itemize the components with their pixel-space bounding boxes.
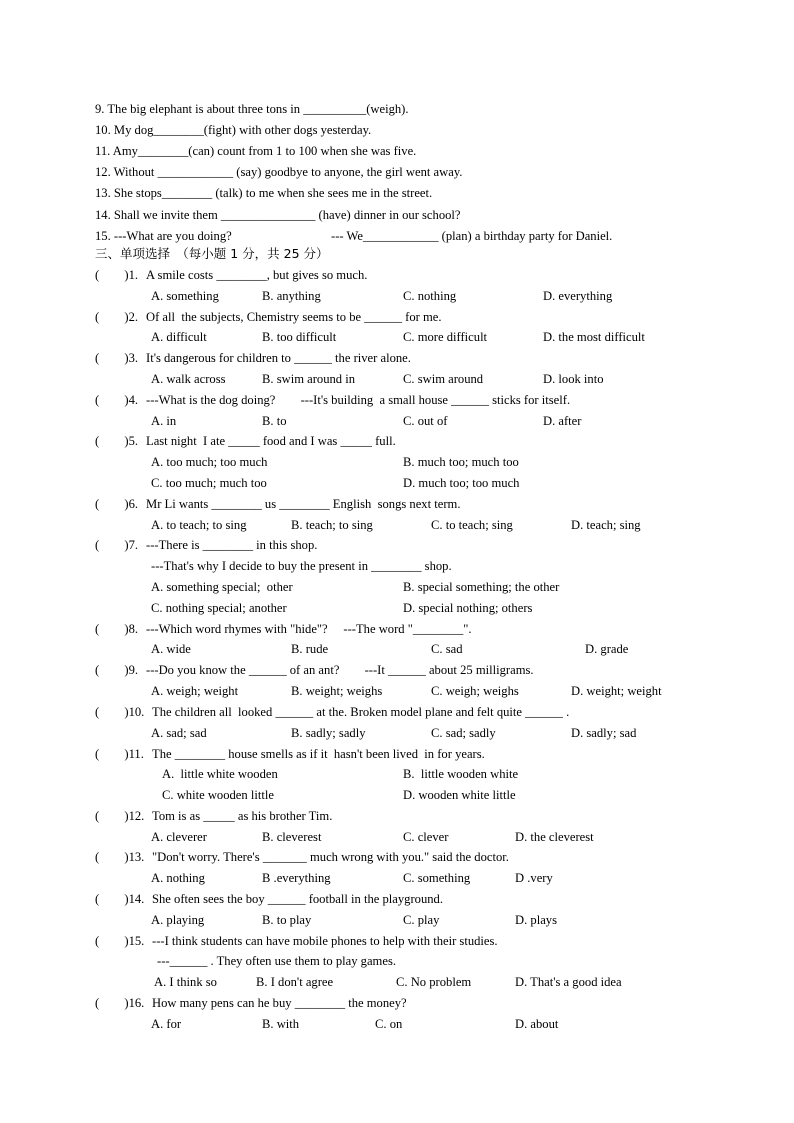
option-b: B. I don't agree <box>256 975 334 989</box>
option-d: D. That's a good idea <box>515 975 622 989</box>
option-b: B. teach; to sing <box>291 518 373 532</box>
option-b: B .everything <box>262 871 331 885</box>
option-a: A. little white wooden <box>162 767 278 781</box>
option-b: B. with <box>262 1017 300 1031</box>
option-c: C. on <box>375 1017 403 1031</box>
question-number: ( )4. <box>95 393 142 407</box>
option-c: C. nothing special; another <box>151 601 287 615</box>
option-c: C. white wooden little <box>162 788 274 802</box>
option-c: C. too much; much too <box>151 476 267 490</box>
option-d: D. everything <box>543 289 613 303</box>
option-c: C. more difficult <box>403 330 488 344</box>
option-a: A. cleverer <box>151 830 207 844</box>
option-d: D .very <box>515 871 553 885</box>
option-b: B. to play <box>262 913 312 927</box>
question-stem: It's dangerous for children to ______ the river alone. <box>146 351 411 365</box>
option-c: C. weigh; weighs <box>431 684 519 698</box>
option-d: D. much too; too much <box>403 476 520 490</box>
option-d: D. the most difficult <box>543 330 645 344</box>
option-c: C. clever <box>403 830 449 844</box>
question-number: ( )6. <box>95 497 142 511</box>
question-stem: "Don't worry. There's _______ much wrong with you." said the doctor. <box>152 850 509 864</box>
option-c: C. something <box>403 871 471 885</box>
option-b: B. anything <box>262 289 321 303</box>
option-a: A. something special; other <box>151 580 293 594</box>
fill-in-10: 10. My dog________(fight) with other dogs yesterday. <box>95 123 372 137</box>
question-stem: ---Which word rhymes with "hide"? ---The word "________". <box>146 622 472 636</box>
question-stem: The ________ house smells as if it hasn't been lived in for years. <box>152 747 485 761</box>
question-stem: She often sees the boy ______ football in the playground. <box>152 892 444 906</box>
fill-in-12: 12. Without ____________ (say) goodbye to anyone, the girl went away. <box>95 165 463 179</box>
question-stem: A smile costs ________, but gives so much. <box>146 268 368 282</box>
option-d: D. about <box>515 1017 559 1031</box>
question-stem: ---What is the dog doing? ---It's building a small house ______ sticks for itself. <box>146 393 571 407</box>
option-a: A. too much; too much <box>151 455 268 469</box>
option-c: C. swim around <box>403 372 484 386</box>
question-number: ( )5. <box>95 434 142 448</box>
option-a: A. weigh; weight <box>151 684 239 698</box>
question-stem: ---I think students can have mobile phones to help with their studies. <box>152 934 498 948</box>
question-number: ( )15. <box>95 934 148 948</box>
question-number: ( )10. <box>95 705 148 719</box>
option-b: B. little wooden white <box>403 767 519 781</box>
question-stem: ---Do you know the ______ of an ant? ---It ______ about 25 milligrams. <box>146 663 534 677</box>
question-number: ( )16. <box>95 996 148 1010</box>
option-a: A. for <box>151 1017 182 1031</box>
question-number: ( )9. <box>95 663 142 677</box>
option-a: A. playing <box>151 913 205 927</box>
option-a: A. wide <box>151 642 191 656</box>
option-a: A. nothing <box>151 871 205 885</box>
option-b: B. weight; weighs <box>291 684 383 698</box>
option-b: B. rude <box>291 642 329 656</box>
option-d: D. after <box>543 414 582 428</box>
question-number: ( )14. <box>95 892 148 906</box>
option-a: A. I think so <box>154 975 217 989</box>
option-a: A. something <box>151 289 219 303</box>
question-number: ( )8. <box>95 622 142 636</box>
option-c: C. nothing <box>403 289 457 303</box>
option-a: A. difficult <box>151 330 207 344</box>
fill-in-15-question: 15. ---What are you doing? <box>95 229 232 243</box>
fill-in-15-answer: --- We____________ (plan) a birthday party for Daniel. <box>331 229 613 243</box>
question-stem-line2: ---______ . They often use them to play games. <box>157 954 396 968</box>
option-c: C. No problem <box>396 975 472 989</box>
option-b: B. sadly; sadly <box>291 726 366 740</box>
option-b: B. cleverest <box>262 830 322 844</box>
fill-in-11: 11. Amy________(can) count from 1 to 100 when she was five. <box>95 144 417 158</box>
question-stem: Last night I ate _____ food and I was _____ full. <box>146 434 396 448</box>
option-d: D. weight; weight <box>571 684 662 698</box>
option-d: D. look into <box>543 372 604 386</box>
fill-in-13: 13. She stops________ (talk) to me when she sees me in the street. <box>95 186 433 200</box>
question-stem: ---There is ________ in this shop. <box>146 538 318 552</box>
option-c: C. sad <box>431 642 463 656</box>
option-b: B. special something; the other <box>403 580 560 594</box>
option-d: D. special nothing; others <box>403 601 533 615</box>
option-d: D. wooden white little <box>403 788 516 802</box>
option-a: A. in <box>151 414 177 428</box>
option-d: D. sadly; sad <box>571 726 637 740</box>
question-number: ( )13. <box>95 850 148 864</box>
option-d: D. the cleverest <box>515 830 594 844</box>
option-a: A. sad; sad <box>151 726 207 740</box>
question-stem: The children all looked ______ at the. Broken model plane and felt quite ______ . <box>152 705 570 719</box>
question-stem: How many pens can he buy ________ the money? <box>152 996 407 1010</box>
question-stem: Mr Li wants ________ us ________ English songs next term. <box>146 497 461 511</box>
option-d: D. teach; sing <box>571 518 641 532</box>
question-number: ( )11. <box>95 747 147 761</box>
option-c: C. out of <box>403 414 448 428</box>
option-b: B. much too; much too <box>403 455 519 469</box>
fill-in-14: 14. Shall we invite them _______________ (have) dinner in our school? <box>95 208 461 222</box>
option-b: B. too difficult <box>262 330 337 344</box>
question-number: ( )2. <box>95 310 142 324</box>
option-b: B. to <box>262 414 287 428</box>
option-a: A. walk across <box>151 372 226 386</box>
option-c: C. to teach; sing <box>431 518 513 532</box>
option-c: C. play <box>403 913 440 927</box>
option-b: B. swim around in <box>262 372 356 386</box>
question-number: ( )12. <box>95 809 148 823</box>
option-a: A. to teach; to sing <box>151 518 247 532</box>
section-header: 三、单项选择 （每小题 1 分，共 25 分） <box>95 246 329 261</box>
fill-in-9: 9. The big elephant is about three tons in __________(weigh). <box>95 102 409 116</box>
question-number: ( )1. <box>95 268 142 282</box>
option-c: C. sad; sadly <box>431 726 496 740</box>
question-number: ( )3. <box>95 351 142 365</box>
question-stem: Tom is as _____ as his brother Tim. <box>152 809 333 823</box>
question-stem: Of all the subjects, Chemistry seems to be ______ for me. <box>146 310 442 324</box>
option-d: D. plays <box>515 913 557 927</box>
question-stem-line2: ---That's why I decide to buy the present in ________ shop. <box>151 559 452 573</box>
question-number: ( )7. <box>95 538 142 552</box>
option-d: D. grade <box>585 642 629 656</box>
